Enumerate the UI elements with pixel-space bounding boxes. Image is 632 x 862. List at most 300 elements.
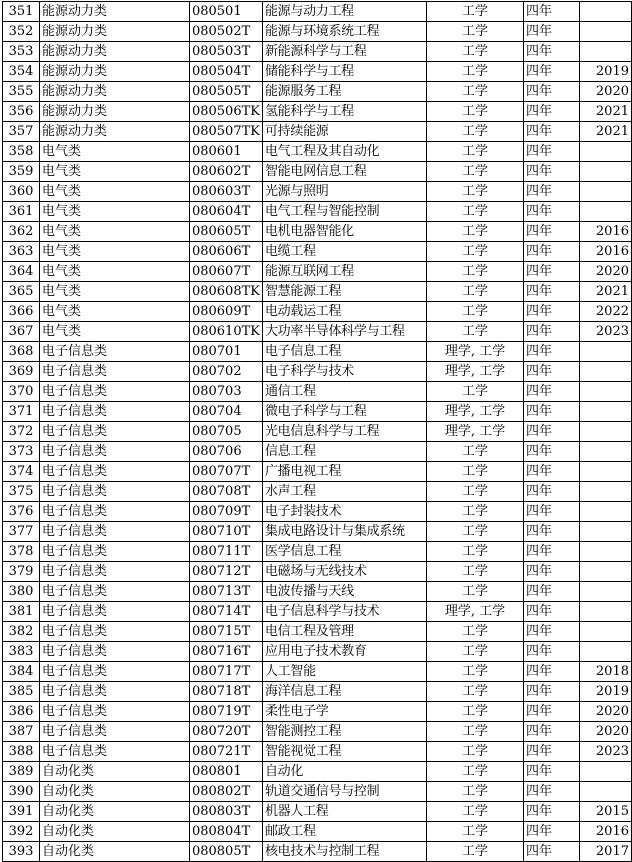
major-name-cell: 医学信息工程: [262, 542, 426, 562]
category-cell: 电气类: [39, 322, 189, 342]
major-name-cell: 通信工程: [262, 382, 426, 402]
row-number-cell: 389: [3, 762, 40, 782]
table-row: [3, 382, 632, 402]
table-row: [3, 62, 632, 82]
degree-cell: 工学: [426, 122, 523, 142]
year-added-cell: 2020: [579, 82, 631, 102]
year-added-cell: 2023: [579, 742, 631, 762]
year-added-cell: [579, 782, 631, 802]
category-cell: 自动化类: [39, 762, 189, 782]
duration-cell: 四年: [523, 782, 579, 802]
major-code-cell: 080506TK: [189, 102, 262, 122]
degree-cell: 工学: [426, 842, 523, 862]
degree-cell: 工学: [426, 42, 523, 62]
category-cell: 电气类: [39, 242, 189, 262]
year-added-cell: 2016: [579, 222, 631, 242]
major-name-cell: 能源与动力工程: [262, 2, 426, 22]
major-code-cell: 080704: [189, 402, 262, 422]
category-cell: 电子信息类: [39, 382, 189, 402]
row-number-cell: 363: [3, 242, 40, 262]
major-code-cell: 080708T: [189, 482, 262, 502]
table-row: [3, 702, 632, 722]
degree-cell: 工学: [426, 662, 523, 682]
duration-cell: 四年: [523, 842, 579, 862]
table-row: [3, 202, 632, 222]
table-row: [3, 662, 632, 682]
row-number-cell: 354: [3, 62, 40, 82]
major-code-cell: 080712T: [189, 562, 262, 582]
category-cell: 电子信息类: [39, 362, 189, 382]
category-cell: 电子信息类: [39, 602, 189, 622]
table-row: [3, 22, 632, 42]
duration-cell: 四年: [523, 762, 579, 782]
duration-cell: 四年: [523, 822, 579, 842]
category-cell: 电子信息类: [39, 442, 189, 462]
major-code-cell: 080602T: [189, 162, 262, 182]
table-row: [3, 762, 632, 782]
duration-cell: 四年: [523, 802, 579, 822]
duration-cell: 四年: [523, 222, 579, 242]
duration-cell: 四年: [523, 482, 579, 502]
degree-cell: 工学: [426, 182, 523, 202]
table-row: [3, 802, 632, 822]
category-cell: 能源动力类: [39, 82, 189, 102]
year-added-cell: [579, 142, 631, 162]
year-added-cell: [579, 362, 631, 382]
table-row: [3, 162, 632, 182]
duration-cell: 四年: [523, 242, 579, 262]
duration-cell: 四年: [523, 402, 579, 422]
row-number-cell: 364: [3, 262, 40, 282]
category-cell: 能源动力类: [39, 122, 189, 142]
degree-cell: 工学: [426, 142, 523, 162]
category-cell: 电子信息类: [39, 542, 189, 562]
table-row: [3, 742, 632, 762]
major-code-cell: 080718T: [189, 682, 262, 702]
row-number-cell: 378: [3, 542, 40, 562]
category-cell: 电子信息类: [39, 582, 189, 602]
duration-cell: 四年: [523, 462, 579, 482]
row-number-cell: 365: [3, 282, 40, 302]
major-name-cell: 电磁场与无线技术: [262, 562, 426, 582]
row-number-cell: 372: [3, 422, 40, 442]
year-added-cell: [579, 522, 631, 542]
row-number-cell: 351: [3, 2, 40, 22]
duration-cell: 四年: [523, 342, 579, 362]
table-row: [3, 622, 632, 642]
table-row: [3, 362, 632, 382]
table-row: [3, 442, 632, 462]
category-cell: 电气类: [39, 262, 189, 282]
major-name-cell: 应用电子技术教育: [262, 642, 426, 662]
table-row: [3, 842, 632, 862]
duration-cell: 四年: [523, 82, 579, 102]
major-code-cell: 080710T: [189, 522, 262, 542]
category-cell: 电子信息类: [39, 682, 189, 702]
category-cell: 电气类: [39, 182, 189, 202]
duration-cell: 四年: [523, 662, 579, 682]
major-code-cell: 080715T: [189, 622, 262, 642]
degree-cell: 工学: [426, 162, 523, 182]
major-code-cell: 080702: [189, 362, 262, 382]
major-name-cell: 能源与环境系统工程: [262, 22, 426, 42]
degree-cell: 工学: [426, 442, 523, 462]
degree-cell: 工学: [426, 822, 523, 842]
major-name-cell: 电缆工程: [262, 242, 426, 262]
major-code-cell: 080713T: [189, 582, 262, 602]
row-number-cell: 388: [3, 742, 40, 762]
year-added-cell: [579, 2, 631, 22]
major-code-cell: 080719T: [189, 702, 262, 722]
row-number-cell: 352: [3, 22, 40, 42]
year-added-cell: [579, 622, 631, 642]
year-added-cell: [579, 582, 631, 602]
duration-cell: 四年: [523, 282, 579, 302]
major-code-cell: 080705: [189, 422, 262, 442]
duration-cell: 四年: [523, 22, 579, 42]
category-cell: 电气类: [39, 302, 189, 322]
major-name-cell: 电动载运工程: [262, 302, 426, 322]
row-number-cell: 371: [3, 402, 40, 422]
degree-cell: 工学: [426, 682, 523, 702]
row-number-cell: 368: [3, 342, 40, 362]
major-code-cell: 080701: [189, 342, 262, 362]
major-code-cell: 080501: [189, 2, 262, 22]
major-code-cell: 080610TK: [189, 322, 262, 342]
major-name-cell: 微电子科学与工程: [262, 402, 426, 422]
major-code-cell: 080606T: [189, 242, 262, 262]
row-number-cell: 370: [3, 382, 40, 402]
year-added-cell: 2022: [579, 302, 631, 322]
major-code-cell: 080502T: [189, 22, 262, 42]
duration-cell: 四年: [523, 362, 579, 382]
major-name-cell: 邮政工程: [262, 822, 426, 842]
duration-cell: 四年: [523, 702, 579, 722]
major-code-cell: 080802T: [189, 782, 262, 802]
category-cell: 电子信息类: [39, 742, 189, 762]
row-number-cell: 374: [3, 462, 40, 482]
row-number-cell: 355: [3, 82, 40, 102]
degree-cell: 工学: [426, 802, 523, 822]
major-name-cell: 光电信息科学与工程: [262, 422, 426, 442]
major-name-cell: 能源互联网工程: [262, 262, 426, 282]
year-added-cell: 2023: [579, 322, 631, 342]
year-added-cell: 2017: [579, 842, 631, 862]
major-code-cell: 080604T: [189, 202, 262, 222]
category-cell: 电气类: [39, 282, 189, 302]
category-cell: 电子信息类: [39, 642, 189, 662]
row-number-cell: 360: [3, 182, 40, 202]
category-cell: 电子信息类: [39, 462, 189, 482]
major-name-cell: 智慧能源工程: [262, 282, 426, 302]
row-number-cell: 383: [3, 642, 40, 662]
degree-cell: 工学: [426, 222, 523, 242]
degree-cell: 工学: [426, 2, 523, 22]
major-name-cell: 可持续能源: [262, 122, 426, 142]
duration-cell: 四年: [523, 622, 579, 642]
table-row: [3, 462, 632, 482]
table-row: [3, 522, 632, 542]
degree-cell: 工学: [426, 202, 523, 222]
degree-cell: 工学: [426, 462, 523, 482]
category-cell: 能源动力类: [39, 102, 189, 122]
row-number-cell: 380: [3, 582, 40, 602]
degree-cell: 工学: [426, 482, 523, 502]
majors-table-body: [3, 2, 632, 862]
year-added-cell: [579, 502, 631, 522]
category-cell: 电子信息类: [39, 622, 189, 642]
table-row: [3, 782, 632, 802]
table-row: [3, 282, 632, 302]
major-name-cell: 信息工程: [262, 442, 426, 462]
duration-cell: 四年: [523, 682, 579, 702]
degree-cell: 工学: [426, 622, 523, 642]
table-row: [3, 602, 632, 622]
row-number-cell: 353: [3, 42, 40, 62]
degree-cell: 理学, 工学: [426, 342, 523, 362]
major-name-cell: 电气工程与智能控制: [262, 202, 426, 222]
category-cell: 自动化类: [39, 842, 189, 862]
category-cell: 能源动力类: [39, 22, 189, 42]
row-number-cell: 384: [3, 662, 40, 682]
year-added-cell: [579, 462, 631, 482]
major-name-cell: 智能电网信息工程: [262, 162, 426, 182]
category-cell: 能源动力类: [39, 2, 189, 22]
major-code-cell: 080709T: [189, 502, 262, 522]
year-added-cell: 2018: [579, 662, 631, 682]
degree-cell: 工学: [426, 702, 523, 722]
category-cell: 能源动力类: [39, 42, 189, 62]
year-added-cell: [579, 542, 631, 562]
degree-cell: 理学, 工学: [426, 402, 523, 422]
major-name-cell: 人工智能: [262, 662, 426, 682]
major-name-cell: 能源服务工程: [262, 82, 426, 102]
degree-cell: 工学: [426, 522, 523, 542]
category-cell: 电气类: [39, 222, 189, 242]
row-number-cell: 375: [3, 482, 40, 502]
major-code-cell: 080711T: [189, 542, 262, 562]
year-added-cell: [579, 202, 631, 222]
major-name-cell: 智能视觉工程: [262, 742, 426, 762]
category-cell: 电子信息类: [39, 422, 189, 442]
table-row: [3, 722, 632, 742]
year-added-cell: 2019: [579, 62, 631, 82]
row-number-cell: 379: [3, 562, 40, 582]
degree-cell: 工学: [426, 722, 523, 742]
category-cell: 电气类: [39, 162, 189, 182]
row-number-cell: 377: [3, 522, 40, 542]
major-code-cell: 080503T: [189, 42, 262, 62]
category-cell: 电气类: [39, 142, 189, 162]
major-name-cell: 大功率半导体科学与工程: [262, 322, 426, 342]
year-added-cell: [579, 482, 631, 502]
duration-cell: 四年: [523, 142, 579, 162]
major-name-cell: 电子封装技术: [262, 502, 426, 522]
category-cell: 自动化类: [39, 802, 189, 822]
year-added-cell: [579, 762, 631, 782]
year-added-cell: [579, 22, 631, 42]
year-added-cell: [579, 42, 631, 62]
row-number-cell: 356: [3, 102, 40, 122]
category-cell: 电子信息类: [39, 722, 189, 742]
year-added-cell: 2015: [579, 802, 631, 822]
major-name-cell: 机器人工程: [262, 802, 426, 822]
major-name-cell: 自动化: [262, 762, 426, 782]
table-row: [3, 322, 632, 342]
category-cell: 电子信息类: [39, 342, 189, 362]
degree-cell: 理学, 工学: [426, 602, 523, 622]
table-row: [3, 102, 632, 122]
major-code-cell: 080720T: [189, 722, 262, 742]
duration-cell: 四年: [523, 262, 579, 282]
row-number-cell: 390: [3, 782, 40, 802]
degree-cell: 工学: [426, 302, 523, 322]
major-code-cell: 080608TK: [189, 282, 262, 302]
year-added-cell: [579, 162, 631, 182]
table-row: [3, 402, 632, 422]
major-name-cell: 光源与照明: [262, 182, 426, 202]
duration-cell: 四年: [523, 562, 579, 582]
table-row: [3, 82, 632, 102]
row-number-cell: 369: [3, 362, 40, 382]
table-row: [3, 422, 632, 442]
major-code-cell: 080603T: [189, 182, 262, 202]
row-number-cell: 382: [3, 622, 40, 642]
category-cell: 电子信息类: [39, 662, 189, 682]
year-added-cell: [579, 402, 631, 422]
category-cell: 电子信息类: [39, 522, 189, 542]
major-code-cell: 080714T: [189, 602, 262, 622]
year-added-cell: 2020: [579, 702, 631, 722]
major-name-cell: 电子信息科学与技术: [262, 602, 426, 622]
year-added-cell: [579, 422, 631, 442]
major-code-cell: 080706: [189, 442, 262, 462]
major-name-cell: 储能科学与工程: [262, 62, 426, 82]
table-row: [3, 142, 632, 162]
row-number-cell: 387: [3, 722, 40, 742]
year-added-cell: [579, 442, 631, 462]
category-cell: 自动化类: [39, 822, 189, 842]
major-name-cell: 广播电视工程: [262, 462, 426, 482]
degree-cell: 工学: [426, 782, 523, 802]
duration-cell: 四年: [523, 162, 579, 182]
duration-cell: 四年: [523, 742, 579, 762]
degree-cell: 工学: [426, 502, 523, 522]
major-name-cell: 柔性电子学: [262, 702, 426, 722]
major-code-cell: 080801: [189, 762, 262, 782]
major-code-cell: 080505T: [189, 82, 262, 102]
major-name-cell: 电机电器智能化: [262, 222, 426, 242]
major-name-cell: 电波传播与天线: [262, 582, 426, 602]
row-number-cell: 385: [3, 682, 40, 702]
category-cell: 电气类: [39, 202, 189, 222]
year-added-cell: 2020: [579, 262, 631, 282]
year-added-cell: 2016: [579, 822, 631, 842]
row-number-cell: 359: [3, 162, 40, 182]
table-row: [3, 682, 632, 702]
year-added-cell: [579, 562, 631, 582]
row-number-cell: 358: [3, 142, 40, 162]
major-name-cell: 氢能科学与工程: [262, 102, 426, 122]
year-added-cell: [579, 182, 631, 202]
degree-cell: 工学: [426, 102, 523, 122]
table-row: [3, 822, 632, 842]
table-row: [3, 302, 632, 322]
duration-cell: 四年: [523, 62, 579, 82]
degree-cell: 工学: [426, 322, 523, 342]
degree-cell: 理学, 工学: [426, 362, 523, 382]
major-name-cell: 水声工程: [262, 482, 426, 502]
duration-cell: 四年: [523, 442, 579, 462]
table-row: [3, 542, 632, 562]
duration-cell: 四年: [523, 2, 579, 22]
row-number-cell: 393: [3, 842, 40, 862]
year-added-cell: [579, 642, 631, 662]
duration-cell: 四年: [523, 202, 579, 222]
major-code-cell: 080601: [189, 142, 262, 162]
degree-cell: 工学: [426, 762, 523, 782]
degree-cell: 工学: [426, 262, 523, 282]
row-number-cell: 392: [3, 822, 40, 842]
duration-cell: 四年: [523, 122, 579, 142]
category-cell: 电子信息类: [39, 562, 189, 582]
major-code-cell: 080609T: [189, 302, 262, 322]
duration-cell: 四年: [523, 502, 579, 522]
major-name-cell: 电子科学与技术: [262, 362, 426, 382]
table-row: [3, 502, 632, 522]
major-name-cell: 智能测控工程: [262, 722, 426, 742]
year-added-cell: [579, 342, 631, 362]
row-number-cell: 381: [3, 602, 40, 622]
table-row: [3, 342, 632, 362]
duration-cell: 四年: [523, 582, 579, 602]
degree-cell: 工学: [426, 562, 523, 582]
duration-cell: 四年: [523, 722, 579, 742]
row-number-cell: 386: [3, 702, 40, 722]
year-added-cell: [579, 382, 631, 402]
year-added-cell: [579, 602, 631, 622]
major-code-cell: 080717T: [189, 662, 262, 682]
major-name-cell: 海洋信息工程: [262, 682, 426, 702]
row-number-cell: 361: [3, 202, 40, 222]
category-cell: 电子信息类: [39, 402, 189, 422]
degree-cell: 工学: [426, 22, 523, 42]
degree-cell: 理学, 工学: [426, 422, 523, 442]
duration-cell: 四年: [523, 382, 579, 402]
degree-cell: 工学: [426, 282, 523, 302]
row-number-cell: 367: [3, 322, 40, 342]
row-number-cell: 391: [3, 802, 40, 822]
major-name-cell: 电子信息工程: [262, 342, 426, 362]
row-number-cell: 362: [3, 222, 40, 242]
table-row: [3, 482, 632, 502]
duration-cell: 四年: [523, 302, 579, 322]
duration-cell: 四年: [523, 42, 579, 62]
degree-cell: 工学: [426, 582, 523, 602]
major-name-cell: 新能源科学与工程: [262, 42, 426, 62]
majors-table: [2, 1, 632, 862]
duration-cell: 四年: [523, 542, 579, 562]
degree-cell: 工学: [426, 382, 523, 402]
duration-cell: 四年: [523, 102, 579, 122]
year-added-cell: 2020: [579, 722, 631, 742]
major-code-cell: 080605T: [189, 222, 262, 242]
year-added-cell: 2021: [579, 102, 631, 122]
major-name-cell: 电信工程及管理: [262, 622, 426, 642]
major-code-cell: 080607T: [189, 262, 262, 282]
major-code-cell: 080707T: [189, 462, 262, 482]
table-row: [3, 182, 632, 202]
